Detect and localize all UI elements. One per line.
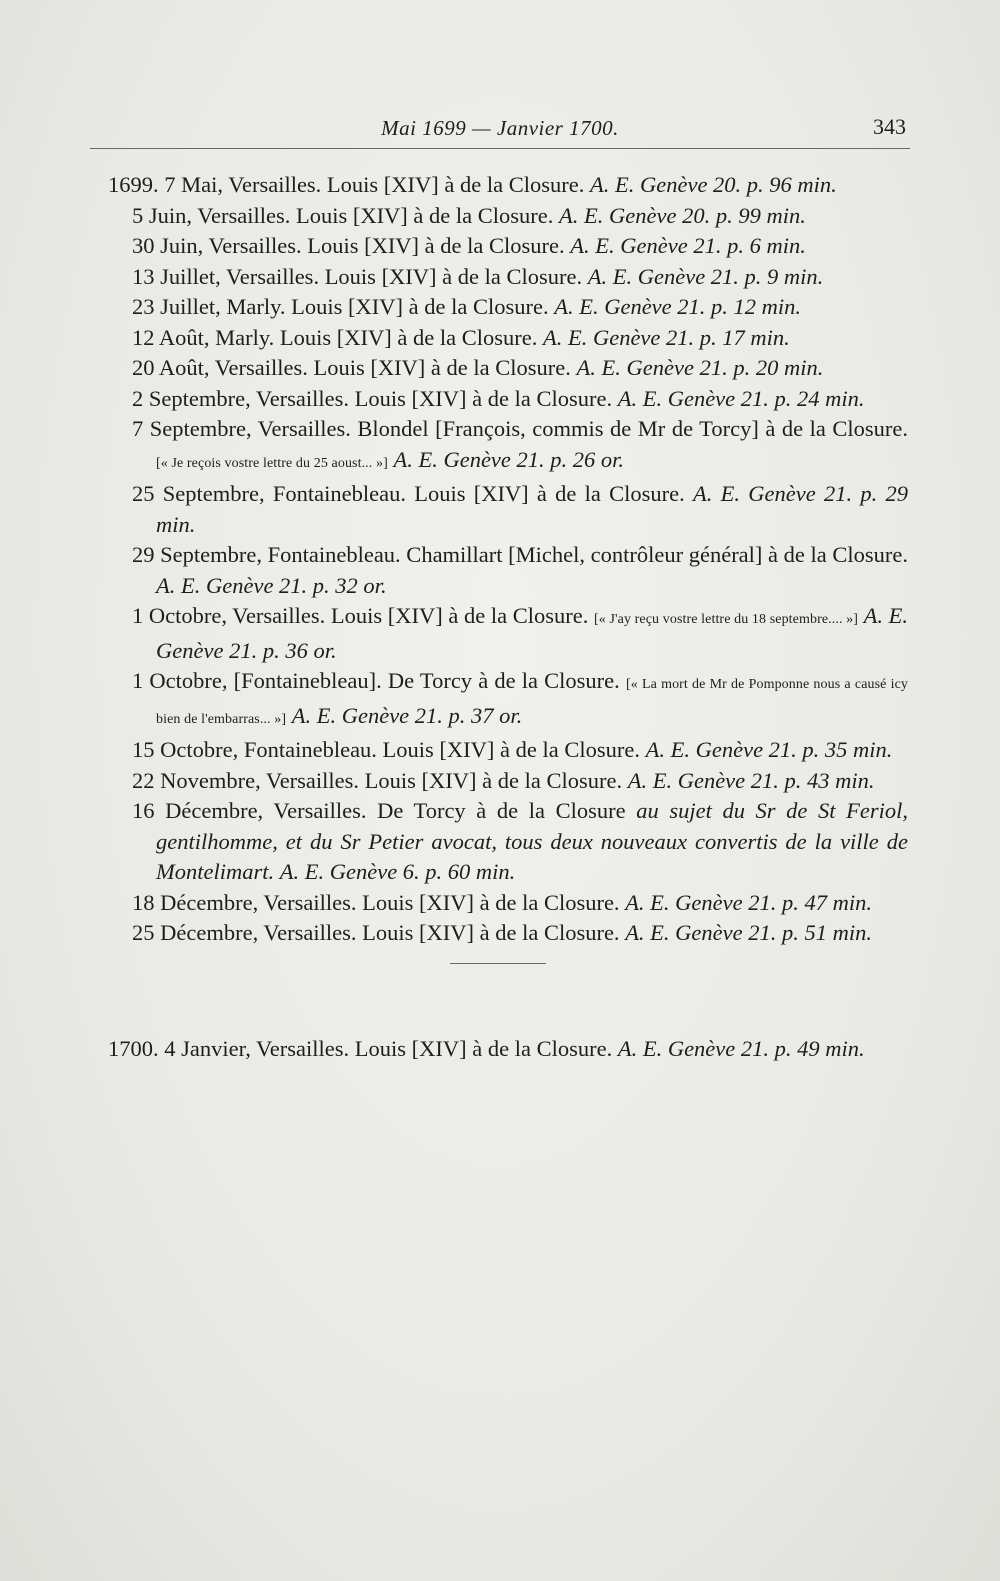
entry-text: 5 Juin, Versailles. Louis [XIV] à de la Closure.	[132, 202, 554, 228]
calendar-entry	[108, 796, 908, 888]
entry-text: 16 Décembre, Versailles. De Torcy à de la Closure	[132, 798, 626, 823]
entry-text: 13 Juillet, Versailles. Louis [XIV] à de la Closure.	[132, 263, 583, 289]
calendar-entry	[108, 414, 908, 479]
entry-source: A. E. Genève 20. p. 96 min.	[590, 172, 837, 197]
running-header	[90, 112, 910, 149]
entry-text: 25 Décembre, Versailles. Louis [XIV] à de la Closure.	[132, 920, 620, 945]
entry-text: 30 Juin, Versailles. Louis [XIV] à de la Closure.	[132, 233, 565, 258]
entry-source: A. E. Genève 21. p. 6 min.	[570, 233, 806, 258]
entry-source: A. E. Genève 21. p. 9 min.	[587, 263, 824, 289]
entry-source: A. E. Genève 21. p. 35 min.	[645, 737, 893, 762]
calendar-entry	[108, 384, 908, 415]
calendar-entry	[108, 735, 908, 766]
entry-source: A. E. Genève 21. p. 29 min.	[156, 481, 909, 537]
entry-text: 4 Janvier, Versailles. Louis [XIV] à de la Closure.	[164, 1035, 613, 1061]
page-number: 343	[873, 114, 906, 139]
entry-subject: au sujet du Sr de St Feriol, gentilhomme, et du Sr Petier avocat, tous deux nouveaux convertis de la ville de Montelimart.	[156, 798, 908, 884]
entry-source: A. E. Genève 21. p. 47 min.	[625, 889, 872, 915]
calendar-entry	[108, 1034, 908, 1065]
year-label: 1700.	[108, 1035, 159, 1061]
calendar-entry	[108, 666, 908, 735]
running-title: Mai 1699 — Janvier 1700.	[381, 116, 619, 140]
calendar-entry	[108, 601, 908, 666]
section-separator	[450, 963, 546, 964]
calendar-entry	[108, 231, 908, 262]
entry-text: 7 Septembre, Versailles. Blondel [François, commis de Mr de Torcy] à de la Closure.	[132, 416, 908, 441]
calendar-entries	[108, 170, 908, 1064]
year-block	[108, 170, 908, 949]
entry-source: A. E. Genève 21. p. 49 min.	[617, 1035, 865, 1061]
year-block	[108, 1034, 908, 1065]
year-label: 1699.	[108, 172, 159, 197]
entry-text: 2 Septembre, Versailles. Louis [XIV] à de la Closure.	[132, 385, 613, 411]
entry-source: A. E. Genève 21. p. 37 or.	[291, 702, 523, 728]
entry-text: 1 Octobre, [Fontainebleau]. De Torcy à de la Closure.	[132, 668, 620, 693]
entry-source: A. E. Genève 21. p. 43 min.	[627, 767, 875, 793]
entry-source: A. E. Genève 21. p. 20 min.	[576, 355, 824, 380]
calendar-entry	[108, 479, 908, 540]
entry-source: A. E. Genève 21. p. 12 min.	[554, 294, 802, 319]
entry-quote: [« J'ay reçu vostre lettre du 18 septembre.... »]	[594, 612, 859, 627]
calendar-entry	[108, 888, 908, 919]
entry-text: 23 Juillet, Marly. Louis [XIV] à de la Closure.	[132, 294, 549, 319]
calendar-entry	[108, 201, 908, 232]
entry-source: A. E. Genève 21. p. 32 or.	[156, 572, 387, 598]
entry-text: 29 Septembre, Fontainebleau. Chamillart [Michel, contrôleur général] à de la Closure.	[132, 542, 908, 567]
entry-source: A. E. Genève 20. p. 99 min.	[559, 202, 806, 228]
entry-source: A. E. Genève 21. p. 26 or.	[393, 446, 625, 472]
entry-text: 18 Décembre, Versailles. Louis [XIV] à de la Closure.	[132, 889, 620, 915]
entry-text: 15 Octobre, Fontainebleau. Louis [XIV] à de la Closure.	[132, 737, 640, 762]
entry-source: A. E. Genève 21. p. 51 min.	[625, 920, 872, 945]
calendar-entry	[108, 766, 908, 797]
calendar-entry	[108, 540, 908, 601]
entry-source: A. E. Genève 21. p. 24 min.	[617, 385, 865, 411]
calendar-entry	[108, 323, 908, 354]
entry-source: A. E. Genève 6. p. 60 min.	[279, 859, 516, 884]
calendar-entry	[108, 918, 908, 949]
entry-text: 12 Août, Marly. Louis [XIV] à de la Closure.	[132, 324, 538, 350]
entry-quote: [« Je reçois vostre lettre du 25 aoust... »]	[156, 455, 388, 471]
calendar-entry	[108, 170, 908, 201]
entry-text: 22 Novembre, Versailles. Louis [XIV] à de la Closure.	[132, 767, 623, 793]
calendar-entry	[108, 262, 908, 293]
entry-text: 7 Mai, Versailles. Louis [XIV] à de la Closure.	[164, 172, 585, 197]
entry-source: A. E. Genève 21. p. 17 min.	[542, 324, 790, 350]
entry-source: A. E. Genève 21. p. 36 or.	[156, 603, 909, 663]
calendar-entry	[108, 353, 908, 384]
calendar-entry	[108, 292, 908, 323]
entry-text: 25 Septembre, Fontainebleau. Louis [XIV] à de la Closure.	[132, 481, 685, 506]
entry-quote: [« La mort de Mr de Pomponne nous a causé icy bien de l'embarras... »]	[156, 677, 909, 727]
entry-text: 1 Octobre, Versailles. Louis [XIV] à de la Closure.	[132, 603, 589, 628]
entry-text: 20 Août, Versailles. Louis [XIV] à de la Closure.	[132, 355, 571, 380]
